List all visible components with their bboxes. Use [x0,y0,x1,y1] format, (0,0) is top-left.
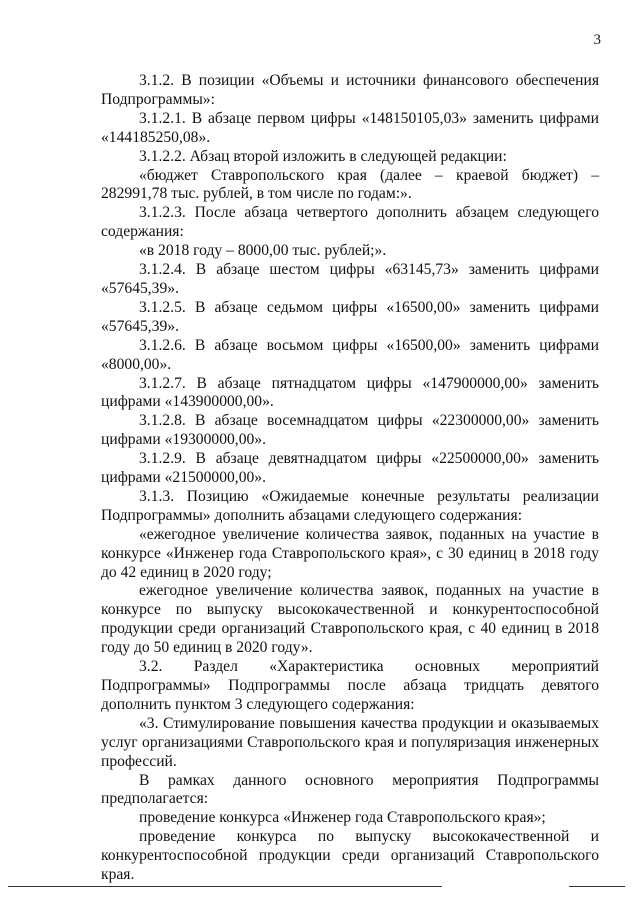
paragraph-3-1-2-1: 3.1.2.1. В абзаце первом цифры «148150105,03» заменить цифрами «144185250,08». [101,109,599,146]
paragraph-3-1-2: 3.1.2. В позиции «Объемы и источники финансового обеспечения Подпрограммы»: [101,72,599,108]
paragraph-3-1-2-8: 3.1.2.8. В абзаце восемнадцатом цифры «22300000,00» заменить цифрами «19300000,00». [101,412,599,449]
paragraph-3-1-2-5: 3.1.2.5. В абзаце седьмом цифры «16500,00» заменить цифрами «57645,39». [101,298,599,335]
paragraph-3-1-2-4: 3.1.2.4. В абзаце шестом цифры «63145,73» заменить цифрами «57645,39». [101,261,599,297]
quality-contest-activity-paragraph: проведение конкурса по выпуску высококачественной и конкурентоспособной продукции среди организаций Ставропольского края. [101,828,599,884]
page-number: 3 [593,32,601,48]
paragraph-3-1-2-6: 3.1.2.6. В абзаце восьмом цифры «16500,00» заменить цифрами «8000,00». [101,336,599,373]
footer-signature-line-right [569,886,625,887]
footer-signature-line-left [8,886,442,887]
quoted-engineer-contest-paragraph: «ежегодное увеличение количества заявок, поданных на участие в конкурсе «Инженер года Ставропольского края», с 30 единиц в 2018 году до 42 единиц в 2020 году; [101,525,599,581]
engineer-contest-activity-paragraph: проведение конкурса «Инженер года Ставропольского края»; [139,809,546,827]
quoted-quality-contest-paragraph: ежегодное увеличение количества заявок, поданных на участие в конкурсе по выпуску высококачественной и конкурентоспособной продукции среди организаций Ставропольского края, с 40 единиц в 2018 году до 50 единиц в 2020 году». [101,582,599,657]
paragraph-3-1-2-9: 3.1.2.9. В абзаце девятнадцатом цифры «22500000,00» заменить цифрами «21500000,00». [101,450,599,487]
paragraph-3-1-3: 3.1.3. Позицию «Ожидаемые конечные результаты реализации Подпрограммы» дополнить абзацами следующего содержания: [101,487,599,524]
quoted-point-3-paragraph: «3. Стимулирование повышения качества продукции и оказываемых услуг организациями Ставропольского края и популяризация инженерных профессий. [101,714,599,770]
paragraph-3-1-2-3: 3.1.2.3. После абзаца четвертого дополнить абзацем следующего содержания: [101,204,599,241]
quoted-2018-paragraph: «в 2018 году – 8000,00 тыс. рублей;». [139,242,387,260]
planned-activities-paragraph: В рамках данного основного мероприятия Подпрограммы предполагается: [101,771,599,808]
paragraph-3-2: 3.2. Раздел «Характеристика основных мероприятий Подпрограммы» Подпрограммы после абзаца тридцать девятого дополнить пунктом 3 следующего содержания: [101,658,599,713]
document-body [101,72,599,885]
quoted-budget-paragraph: «бюджет Ставропольского края (далее – краевой бюджет) – 282991,78 тыс. рублей, в том числе по годам:». [101,166,599,203]
paragraph-3-1-2-2: 3.1.2.2. Абзац второй изложить в следующей редакции: [139,147,507,165]
paragraph-3-1-2-7: 3.1.2.7. В абзаце пятнадцатом цифры «147900000,00» заменить цифрами «143900000,00». [101,374,599,411]
